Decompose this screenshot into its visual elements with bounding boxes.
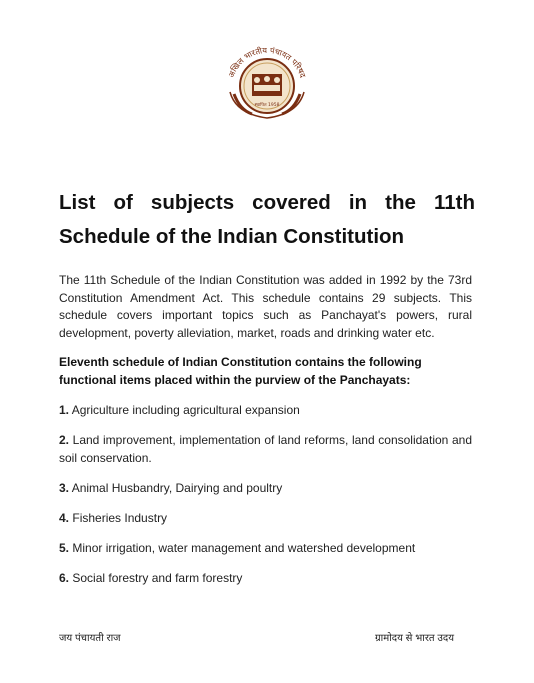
list-item-number: 1. [59,403,70,417]
list-item-text: Fisheries Industry [72,510,168,525]
list-item-number: 2. [59,433,70,447]
list-item [59,510,472,528]
list-item [59,432,472,467]
list-item-text: Social forestry and farm forestry [72,570,243,585]
list-item [59,402,472,420]
list-item-number: 3. [59,480,70,495]
footer-right-slogan: ग्रामोदय से भारत उदय [374,633,454,644]
logo-emblem-icon [212,36,322,126]
list-item-number: 6. [59,570,70,585]
intro-paragraph: The 11th Schedule of the Indian Constitution was added in 1992 by the 73rd Constitution Amendment Act. This schedule contains 29 subjects. This schedule covers important topics such as Panchayat's powers, rural development, poverty alleviation, market, roads and drinking water etc. [59,273,472,340]
lead-paragraph: Eleventh schedule of Indian Constitution contains the following functional items placed within the purview of the Panchayats: [59,355,422,387]
document-title: List of subjects covered in the 11th Schedule of the Indian Constitution [59,191,475,248]
list-item-number: 5. [59,540,70,555]
list-item-text: Minor irrigation, water management and watershed development [72,540,416,555]
subject-list [59,402,472,600]
list-item-text: Animal Husbandry, Dairying and poultry [71,480,283,495]
logo-year-text: स्थापित 1958 [254,103,280,108]
list-item-text: Land improvement, implementation of land reforms, land consolidation and soil conservation. [59,433,472,465]
list-item [59,540,472,558]
footer-left-slogan: जय पंचायती राज [59,633,121,644]
list-item-text: Agriculture including agricultural expansion [71,403,300,417]
list-item [59,570,472,588]
logo-arc-text: अखिल भारतीय पंचायत परिषद [226,45,308,79]
list-item [59,480,472,498]
list-item-number: 4. [59,510,70,525]
organization-logo [212,36,322,126]
